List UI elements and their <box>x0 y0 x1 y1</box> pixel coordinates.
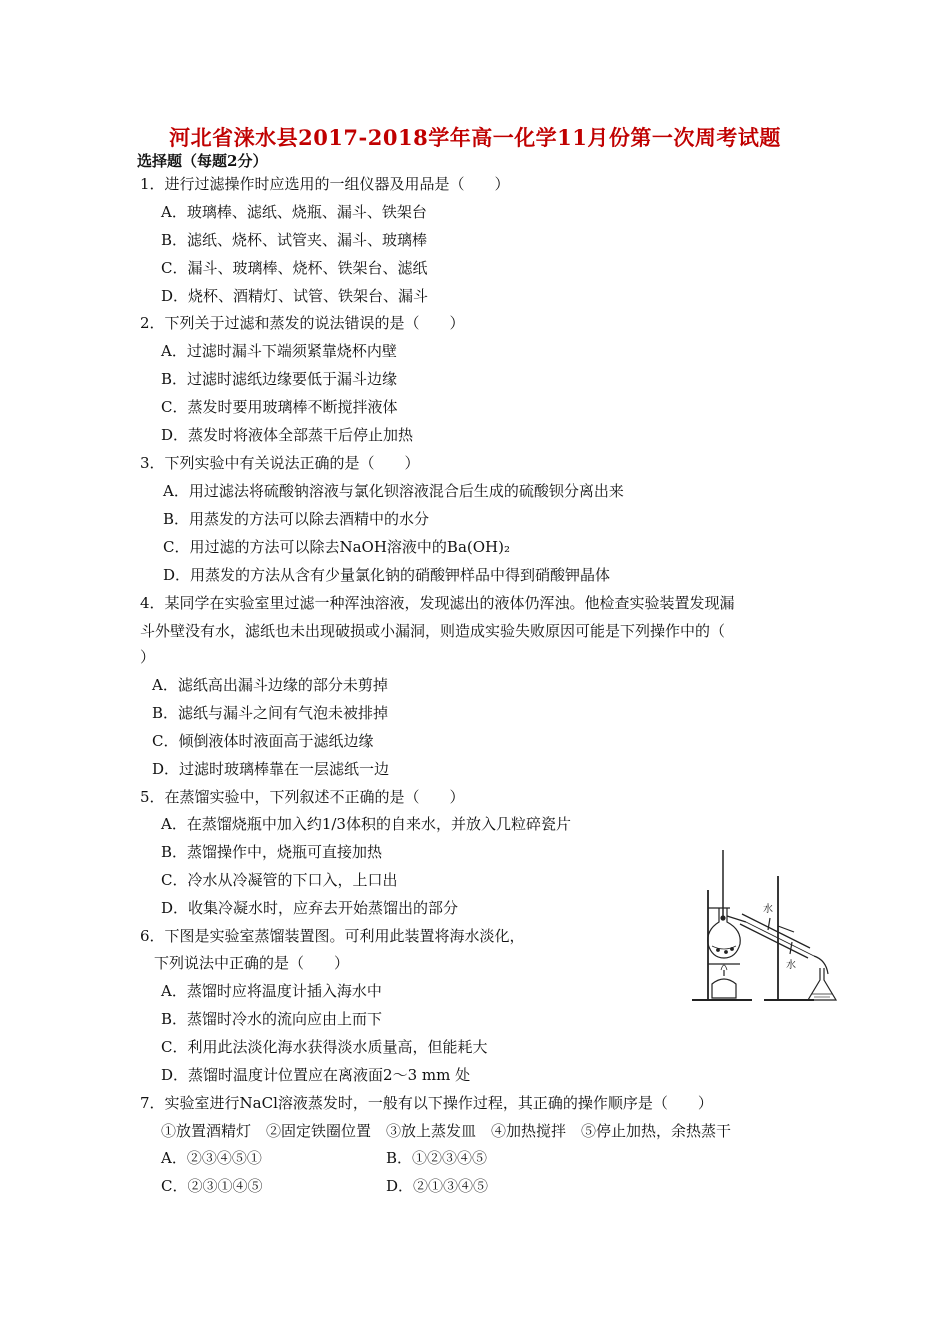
distillation-apparatus-illustration <box>690 846 838 1006</box>
question-6-stem-line-2: 下列说法中正确的是（ ） <box>154 954 350 972</box>
question-2-stem: 2．下列关于过滤和蒸发的说法错误的是（ ） <box>140 314 465 332</box>
question-4-stem-line-3: ） <box>140 648 156 666</box>
question-7-option-c: C．②③①④⑤ <box>161 1177 263 1195</box>
exam-title: 河北省涞水县2017-2018学年高一化学11月份第一次周考试题 <box>169 125 781 150</box>
question-3-option-c: C．用过滤的方法可以除去NaOH溶液中的Ba(OH)₂ <box>163 538 510 556</box>
question-7-option-a: A．②③④⑤① <box>161 1149 262 1167</box>
question-6-option-c: C．利用此法淡化海水获得淡水质量高，但能耗大 <box>161 1038 488 1056</box>
question-6-option-a: A．蒸馏时应将温度计插入海水中 <box>161 982 382 1000</box>
question-6-option-d: D．蒸馏时温度计位置应在离液面2～3 mm 处 <box>161 1066 471 1084</box>
question-7-stem-line-1: 7．实验室进行NaCl溶液蒸发时，一般有以下操作过程，其正确的操作顺序是（ ） <box>140 1094 713 1112</box>
question-3-option-b: B．用蒸发的方法可以除去酒精中的水分 <box>163 510 430 528</box>
question-4-option-a: A．滤纸高出漏斗边缘的部分未剪掉 <box>152 676 388 694</box>
question-2-option-d: D．蒸发时将液体全部蒸干后停止加热 <box>161 426 414 444</box>
question-1-option-a: A．玻璃棒、滤纸、烧瓶、漏斗、铁架台 <box>161 203 427 221</box>
question-4-stem-line-1: 4．某同学在实验室里过滤一种浑浊溶液，发现滤出的液体仍浑浊。他检查实验装置发现漏 <box>140 594 735 612</box>
question-5-option-c: C．冷水从冷凝管的下口入，上口出 <box>161 871 398 889</box>
question-3-option-d: D．用蒸发的方法从含有少量氯化钠的硝酸钾样品中得到硝酸钾晶体 <box>163 566 611 584</box>
question-4-option-c: C．倾倒液体时液面高于滤纸边缘 <box>152 732 374 750</box>
question-7-option-d: D．②①③④⑤ <box>386 1177 489 1195</box>
question-6-option-b: B．蒸馏时冷水的流向应由上而下 <box>161 1010 383 1028</box>
question-5-stem: 5．在蒸馏实验中，下列叙述不正确的是（ ） <box>140 788 465 806</box>
question-4-stem-line-2: 斗外壁没有水，滤纸也未出现破损或小漏洞，则造成实验失败原因可能是下列操作中的（ <box>140 622 726 640</box>
question-5-option-b: B．蒸馏操作中，烧瓶可直接加热 <box>161 843 383 861</box>
question-1-option-c: C．漏斗、玻璃棒、烧杯、铁架台、滤纸 <box>161 259 428 277</box>
question-7-option-b: B．①②③④⑤ <box>386 1149 488 1167</box>
question-1-option-b: B．滤纸、烧杯、试管夹、漏斗、玻璃棒 <box>161 231 428 249</box>
question-5-option-a: A．在蒸馏烧瓶中加入约1/3体积的自来水，并放入几粒碎瓷片 <box>161 815 571 833</box>
question-2-option-c: C．蒸发时要用玻璃棒不断搅拌液体 <box>161 398 398 416</box>
section-label: 选择题（每题2分） <box>137 152 268 170</box>
question-1-option-d: D．烧杯、酒精灯、试管、铁架台、漏斗 <box>161 287 429 305</box>
question-6-stem-line-1: 6．下图是实验室蒸馏装置图。可利用此装置将海水淡化， <box>140 927 525 945</box>
question-2-option-a: A．过滤时漏斗下端须紧靠烧杯内壁 <box>161 342 397 360</box>
question-3-option-a: A．用过滤法将硫酸钠溶液与氯化钡溶液混合后生成的硫酸钡分离出来 <box>163 482 624 500</box>
question-3-stem: 3．下列实验中有关说法正确的是（ ） <box>140 454 420 472</box>
distillation-apparatus-figure <box>690 846 838 1006</box>
figure-label-water-bottom: 水 <box>786 960 796 971</box>
question-4-option-d: D．过滤时玻璃棒靠在一层滤纸一边 <box>152 760 390 778</box>
question-5-option-d: D．收集冷凝水时，应弃去开始蒸馏出的部分 <box>161 899 459 917</box>
figure-label-water-top: 水 <box>763 904 773 915</box>
question-7-stem-line-2: ①放置酒精灯 ②固定铁圈位置 ③放上蒸发皿 ④加热搅拌 ⑤停止加热，余热蒸干 <box>161 1122 732 1140</box>
question-4-option-b: B．滤纸与漏斗之间有气泡未被排掉 <box>152 704 389 722</box>
question-2-option-b: B．过滤时滤纸边缘要低于漏斗边缘 <box>161 370 398 388</box>
question-1-stem: 1．进行过滤操作时应选用的一组仪器及用品是（ ） <box>140 175 510 193</box>
